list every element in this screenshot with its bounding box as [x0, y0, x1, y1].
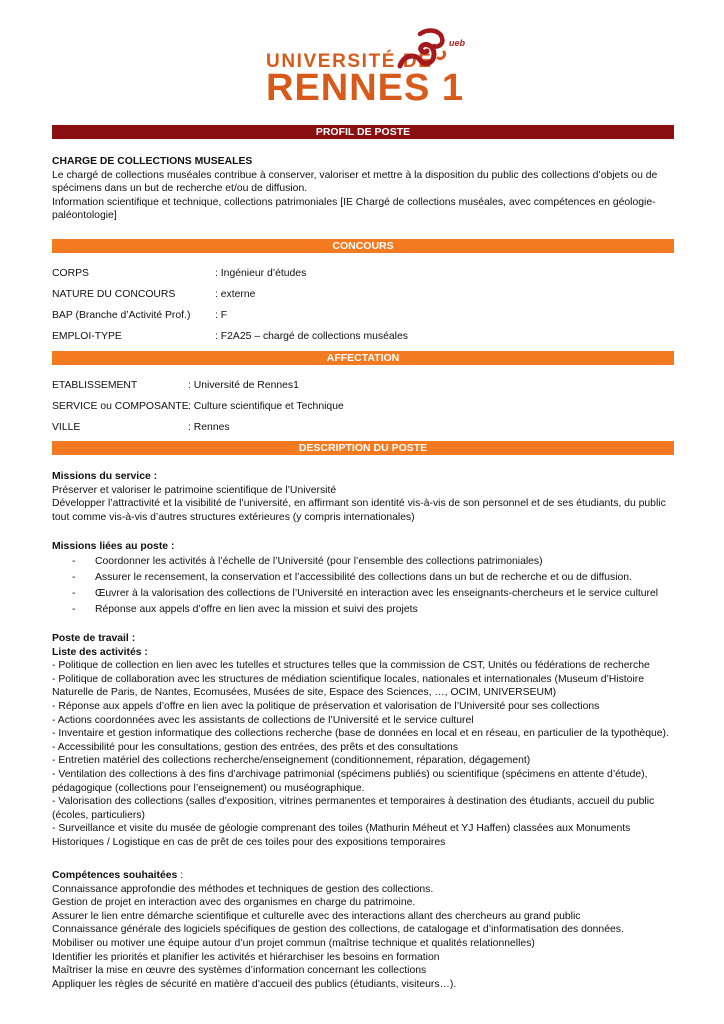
poste-heading: Poste de travail : [52, 633, 136, 644]
missions-service-line: Préserver et valoriser le patrimoine scientifique de l’Université [52, 484, 337, 496]
field-value: : F [215, 310, 228, 321]
section-header-affectation: AFFECTATION [52, 351, 674, 365]
section-header-concours: CONCOURS [52, 239, 674, 253]
field-value: : externe [215, 289, 256, 300]
dash-bullet: - [72, 571, 76, 583]
section-header-profil: PROFIL DE POSTE [52, 125, 674, 139]
field-value: : Ingénieur d’études [215, 268, 307, 279]
field-value: : Culture scientifique et Technique [188, 401, 344, 412]
competence-item: Assurer le lien entre démarche scientifique et culturelle avec des interactions allant des chercheurs au grand public [52, 910, 581, 922]
field-value: : Rennes [188, 422, 230, 433]
dash-bullet: - [72, 555, 76, 567]
profile-information: Information scientifique et technique, collections patrimoniales [IE Chargé de collections muséales, avec compétences en géologie-paléontologie] [52, 196, 656, 222]
missions-service-line: Développer l’attractivité et la visibilité de l’université, en affirmant son identité vis-à-vis de son personnel et de ses étudiants, du public tout comme vis-à-vis d’autres structures extérieures (y compris internationales) [52, 498, 666, 523]
activity-item: - Actions coordonnées avec les assistants de collections de l’Université et le service culturel [52, 714, 474, 726]
activity-item: - Politique de collection en lien avec les tutelles et structures telles que la commission de CST, Unités ou fédérations de recherche [52, 660, 650, 672]
field-label: BAP (Branche d’Activité Prof.) [52, 310, 191, 321]
activity-item: - Surveillance et visite du musée de géologie comprenant des toiles (Mathurin Méheut et YJ Haffen) classées aux Monuments Historiques / Logistique en cas de prêt de ces toiles pour des expositions temporaires [52, 823, 631, 848]
logo-text-line1: UNIVERSITÉ DE [266, 51, 433, 72]
list-item [52, 570, 676, 586]
competence-item: Connaissance approfondie des méthodes et techniques de gestion des collections. [52, 883, 434, 895]
poste-de-travail [52, 632, 676, 850]
activity-item: - Réponse aux appels d’offre en lien avec la politique de préservation et valorisation de l’Université pour ses collections [52, 700, 600, 712]
competences-heading: Compétences souhaitées [52, 870, 178, 881]
logo-text-line2: RENNES 1 [266, 67, 465, 109]
missions-service [52, 470, 676, 524]
activity-item: - Ventilation des collections à des fins d’archivage patrimonial (spécimens publiés) ou scientifique (spécimens en attente d’étude), pédagogique (collections pour l’enseignement) ou muséographique. [52, 768, 648, 794]
dash-bullet: - [72, 604, 76, 616]
list-item [52, 602, 676, 618]
university-logo [266, 24, 506, 109]
profile-title: CHARGE DE COLLECTIONS MUSEALES [52, 156, 253, 167]
activity-item: - Entretien matériel des collections recherche/enseignement (conditionnement, réparation, dégagement) [52, 755, 531, 767]
competence-item: Appliquer les règles de sécurité en matière d’accueil des publics (étudiants, visiteurs…). [52, 978, 457, 990]
field-label: ETABLISSEMENT [52, 380, 138, 391]
competences [52, 869, 676, 991]
field-label: NATURE DU CONCOURS [52, 289, 176, 300]
list-item-text: Assurer le recensement, la conservation et l’accessibilité des collections dans un but de recherche et ou de diffusion. [95, 571, 632, 583]
field-value: : Université de Rennes1 [188, 380, 299, 391]
section-header-description: DESCRIPTION DU POSTE [52, 441, 674, 455]
list-item [52, 586, 676, 602]
field-label: VILLE [52, 422, 81, 433]
field-label: SERVICE ou COMPOSANTE [52, 401, 189, 412]
competence-item: Gestion de projet en interaction avec des organismes en charge du patrimoine. [52, 897, 416, 909]
field-label: EMPLOI-TYPE [52, 331, 122, 342]
missions-service-heading: Missions du service : [52, 471, 158, 482]
field-label: CORPS [52, 268, 89, 279]
missions-poste [52, 540, 676, 618]
profile-block [52, 155, 676, 223]
dash-bullet: - [72, 588, 76, 599]
activity-item: - Valorisation des collections (salles d’exposition, vitrines permanentes et temporaires à destination des étudiants, accueil du public (écoles, particuliers) [52, 796, 655, 821]
list-item [52, 554, 676, 570]
list-item-text: Réponse aux appels d’offre en lien avec la mission et suivi des projets [95, 604, 418, 616]
competences-heading-suffix: : [177, 870, 184, 881]
missions-poste-heading: Missions liées au poste : [52, 541, 175, 552]
activity-item: - Inventaire et gestion informatique des collections recherche (base de données en local et en réseau, en particulier de la typothèque). [52, 728, 669, 740]
ueb-badge: ueb [449, 38, 466, 48]
list-item-text: Coordonner les activités à l’échelle de l’Université (pour l’ensemble des collections patrimoniales) [95, 555, 543, 567]
profile-description: Le chargé de collections muséales contribue à conserver, valoriser et mettre à la disposition du public des collections d’objets ou de spécimens dans un but de recherche et/ou de diffusion. [52, 169, 658, 195]
activities-heading: Liste des activités : [52, 646, 148, 658]
list-item-text: Œuvrer à la valorisation des collections de l’Université en interaction avec les enseignants-chercheurs et le service culturel [95, 588, 659, 599]
activity-item: - Politique de collaboration avec les structures de médiation scientifique locales, nationales et internationales (Museum d’Histoire Naturelle de Paris, de Nantes, Ecomusées, Musées de site, Espace des Sciences, …, OCIM, UNIVERSEUM) [52, 673, 645, 699]
ermine-emblem-icon [394, 24, 454, 76]
field-value: : F2A25 – chargé de collections muséales [215, 331, 408, 342]
competence-item: Mobiliser ou motiver une équipe autour d’un projet commun (maîtrise technique et qualités relationnelles) [52, 937, 535, 949]
competence-item: Connaissance générale des logiciels spécifiques de gestion des collections, de catalogage et d’informatisation des données. [52, 924, 624, 936]
missions-poste-list [52, 554, 676, 619]
activity-item: - Accessibilité pour les consultations, gestion des entrées, des prêts et des consultations [52, 741, 459, 753]
competence-item: Maîtriser la mise en œuvre des systèmes d’information concernant les collections [52, 965, 427, 977]
competence-item: Identifier les priorités et planifier les activités et hiérarchiser les besoins en formation [52, 951, 440, 963]
